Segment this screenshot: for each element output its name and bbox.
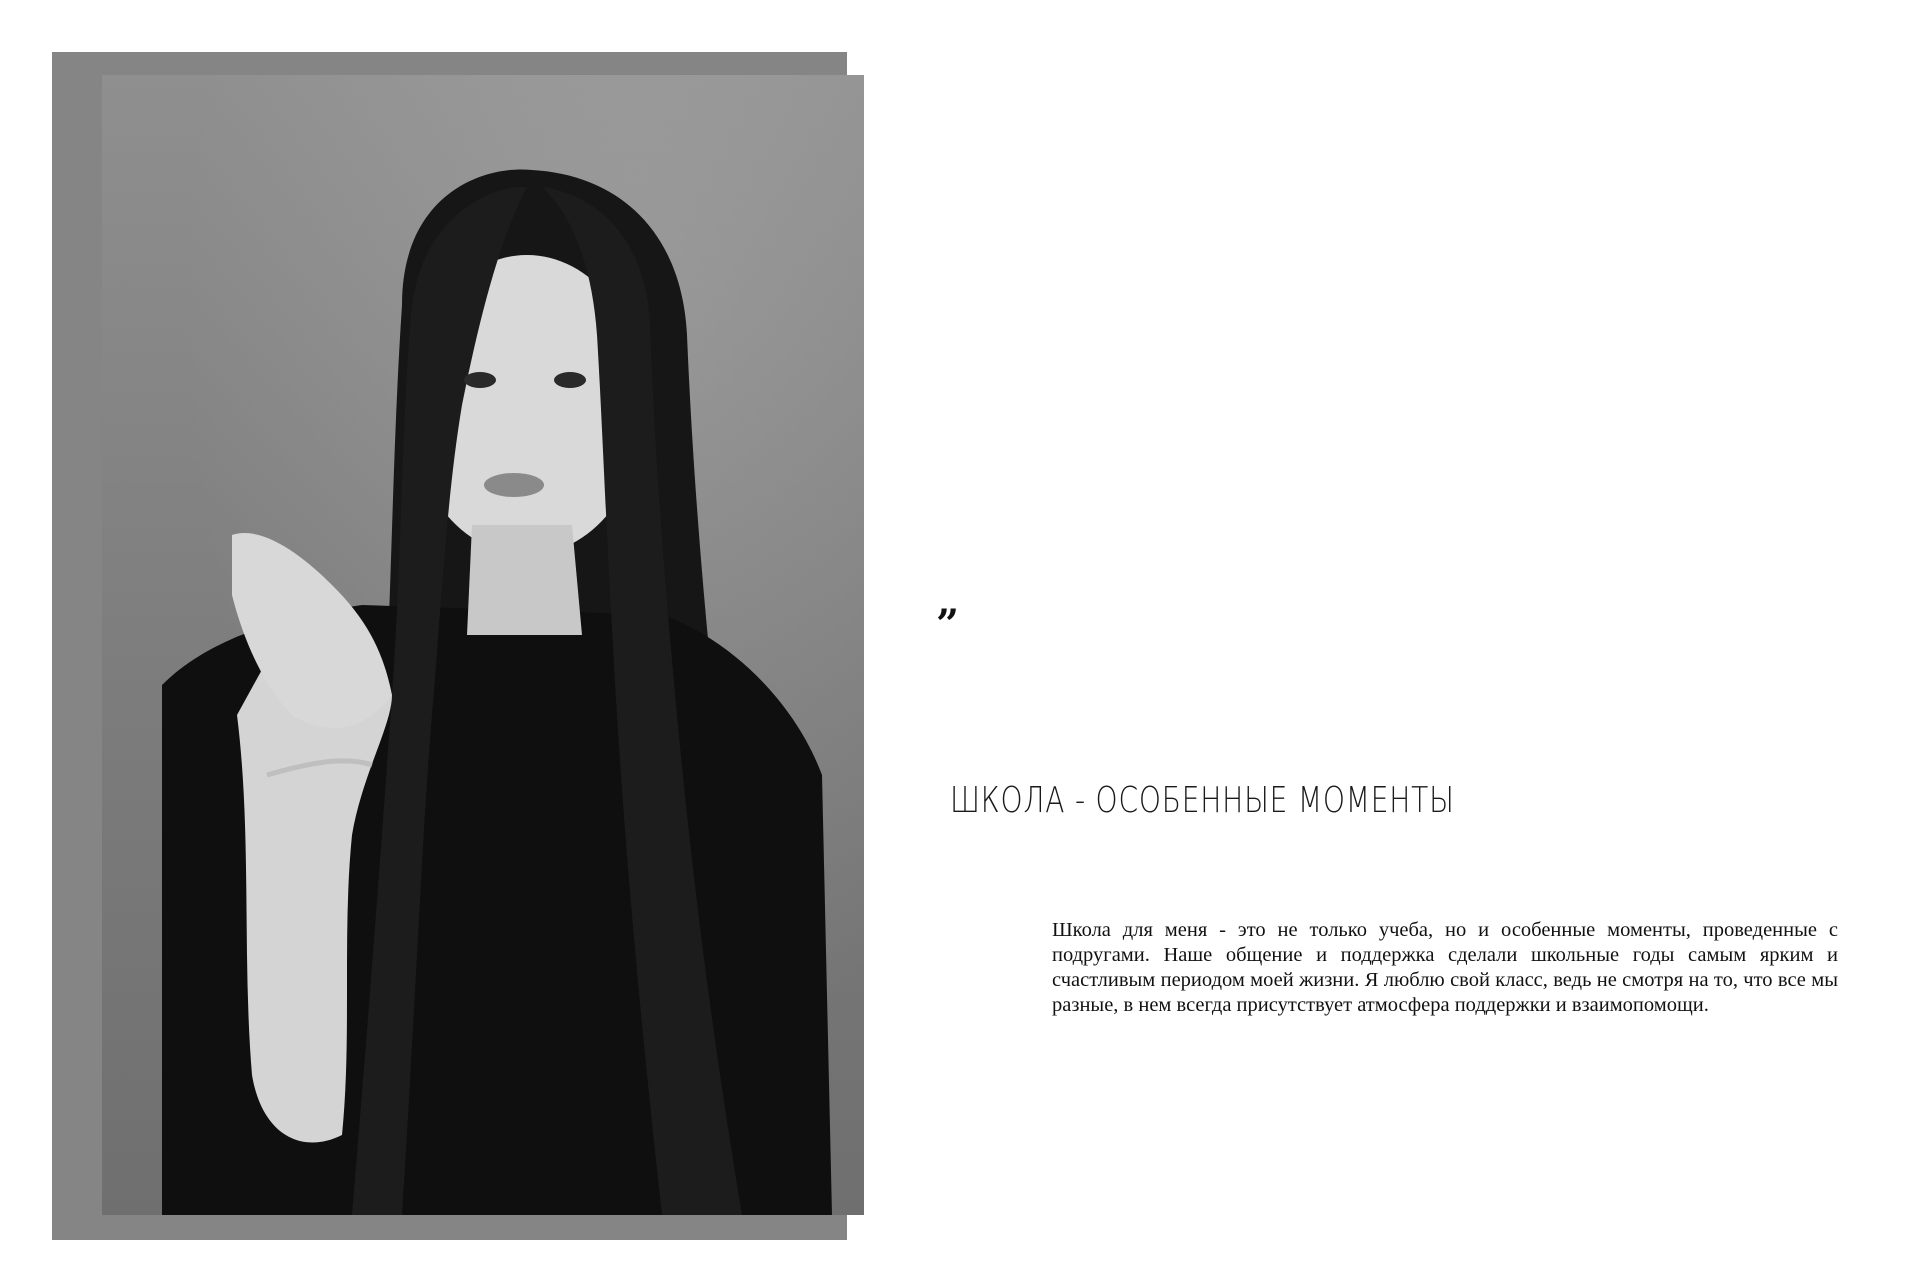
page-heading: ШКОЛА - ОСОБЕННЫЕ МОМЕНТЫ xyxy=(950,780,1455,821)
portrait-illustration xyxy=(102,75,864,1215)
portrait-photo xyxy=(102,75,864,1215)
body-paragraph: Школа для меня - это не только учеба, но и особенные моменты, проведенные с подругами. Наше общение и поддержка сделали школьные годы самым ярким и счастливым периодом моей жизни. Я люблю свой класс, ведь не смотря на то, что все мы разные, в нем всегда присутствует атмосфера поддержки и взаимопомощи. xyxy=(1052,919,1838,1016)
quote-mark: ” xyxy=(936,601,960,648)
